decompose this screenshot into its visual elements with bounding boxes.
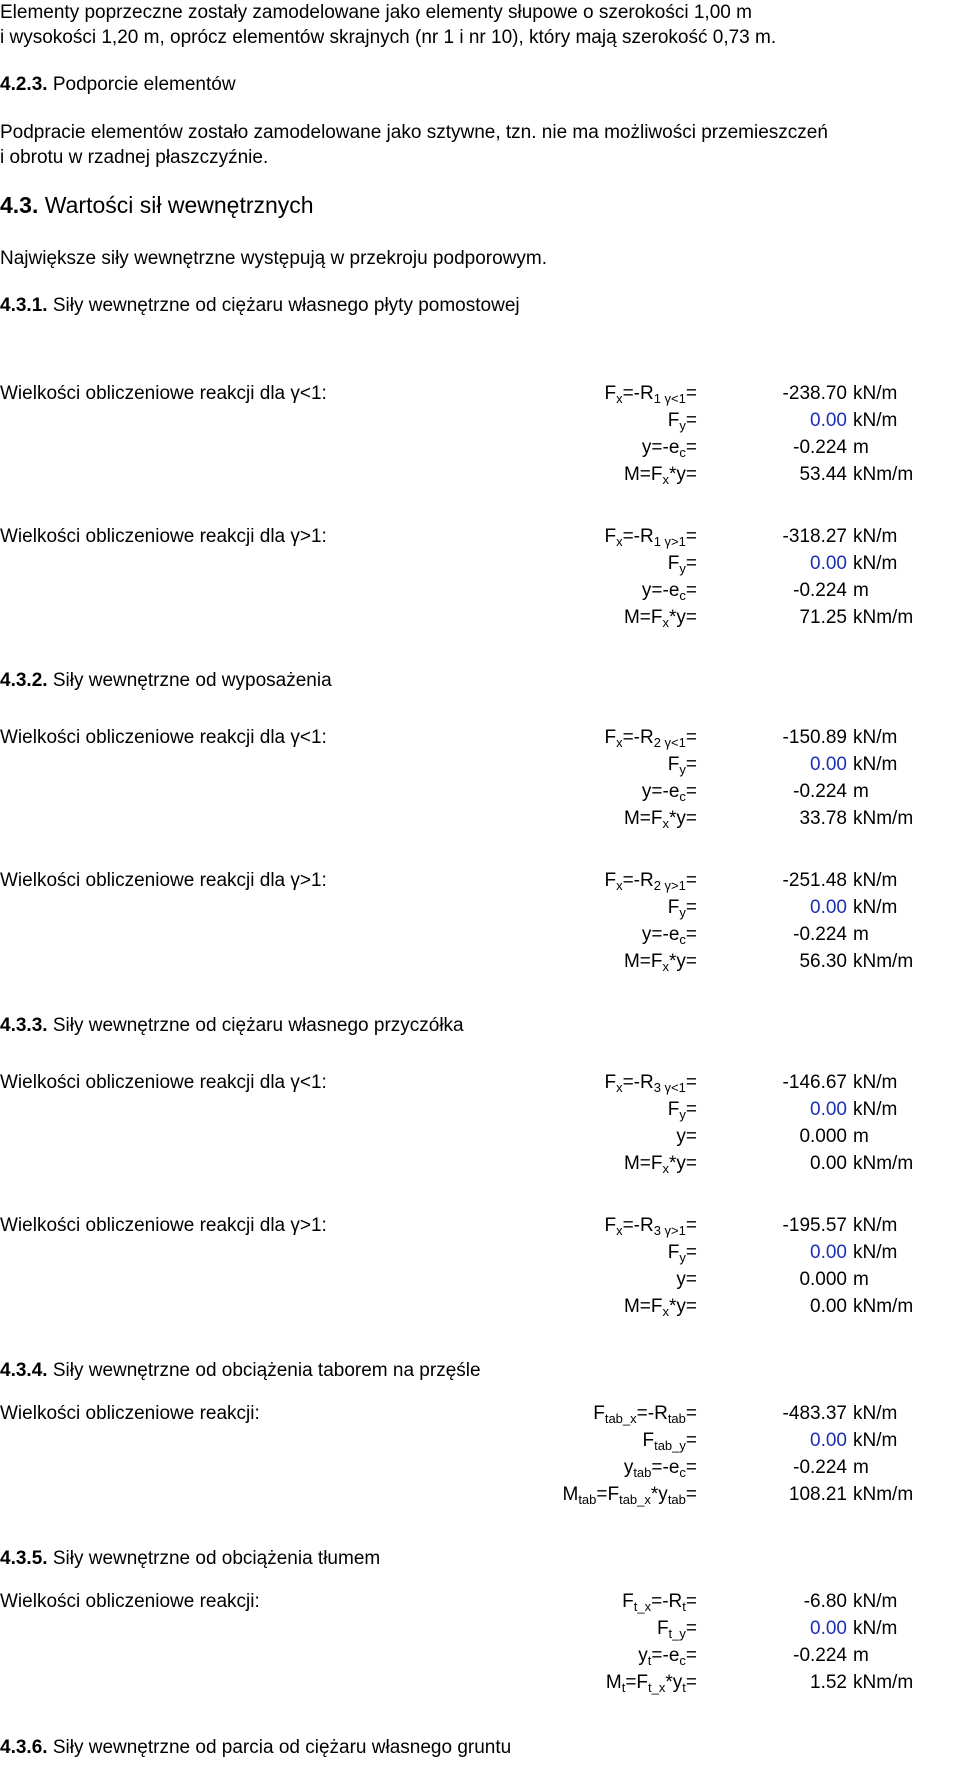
formula-symbol — [624, 951, 697, 973]
reaction-block — [0, 383, 960, 493]
formula-subscript: tab — [667, 1492, 686, 1507]
formula-value: -0.224 — [793, 580, 847, 601]
formula-symbol — [642, 781, 697, 803]
formula-text: = — [685, 383, 697, 404]
formula-subscript: x — [616, 735, 623, 750]
formula-symbol — [642, 437, 697, 459]
formula-text: = — [685, 897, 697, 918]
formula-subscript: tab_x — [619, 1492, 651, 1507]
formula-text: y=-e — [641, 580, 680, 601]
formula-subscript: c — [679, 789, 686, 804]
formula-value: 1.52 — [810, 1672, 847, 1693]
formula-subscript: y — [679, 1107, 686, 1122]
reaction-block — [0, 526, 960, 636]
formula-unit: m — [853, 580, 869, 601]
formula-text: F — [642, 1430, 655, 1451]
formula-text: =F — [625, 1672, 649, 1693]
section-heading-4-3-1: 4.3.1. Siły wewnętrzne od ciężaru własnego płyty pomostowej — [0, 295, 520, 316]
formula-symbol — [668, 897, 697, 919]
reaction-label: Wielkości obliczeniowe reakcji dla γ>1: — [0, 526, 327, 547]
formula-text: = — [685, 754, 697, 775]
formula-text: F — [656, 1618, 669, 1639]
reaction-block — [0, 727, 960, 837]
formula-symbol — [638, 1645, 697, 1667]
formula-text: F — [604, 870, 617, 891]
formula-text: M=F — [623, 808, 663, 829]
formula-symbol — [642, 1430, 697, 1452]
formula-text: =-e — [651, 1457, 680, 1478]
formula-text: y — [623, 1457, 634, 1478]
section-heading-4-2-3: 4.2.3. Podporcie elementów — [0, 74, 236, 95]
formula-subscript: c — [679, 588, 686, 603]
formula-text: = — [685, 1672, 697, 1693]
section-heading-4-3-6: 4.3.6. Siły wewnętrzne od parcia od ciężaru własnego gruntu — [0, 1737, 512, 1758]
formula-row — [0, 1126, 960, 1153]
formula-unit: kN/m — [853, 383, 898, 404]
reaction-label: Wielkości obliczeniowe reakcji: — [0, 1591, 260, 1612]
formula-subscript: c — [679, 1465, 686, 1480]
formula-text: M — [605, 1672, 622, 1693]
reaction-label: Wielkości obliczeniowe reakcji dla γ>1: — [0, 1215, 327, 1236]
formula-text: =-e — [651, 1645, 680, 1666]
formula-unit: kNm/m — [853, 808, 914, 829]
support-text-line-2: i obrotu w rzadnej płaszczyźnie. — [0, 147, 269, 168]
formula-value: -150.89 — [782, 727, 847, 748]
reaction-block — [0, 1215, 960, 1325]
formula-value: 0.00 — [810, 1242, 847, 1263]
formula-subscript: t — [682, 1599, 686, 1614]
formula-symbol — [604, 383, 697, 405]
formula-subscript: tab — [633, 1465, 652, 1480]
formula-text: y=-e — [641, 924, 680, 945]
formula-text: = — [685, 924, 697, 945]
formula-text: =-R — [636, 1403, 668, 1424]
formula-subscript: x — [616, 534, 623, 549]
formula-row — [0, 1296, 960, 1323]
formula-text: *y= — [669, 607, 697, 628]
formula-text: y=-e — [641, 437, 680, 458]
reaction-label: Wielkości obliczeniowe reakcji dla γ>1: — [0, 870, 327, 891]
formula-subscript: c — [679, 932, 686, 947]
formula-subscript: x — [616, 1223, 623, 1238]
formula-subscript: t_x — [648, 1680, 666, 1695]
formula-symbol — [657, 1618, 697, 1640]
formula-value: 0.000 — [799, 1126, 847, 1147]
formula-row — [0, 553, 960, 580]
formula-symbol — [604, 1215, 697, 1237]
section-heading-4-3-2: 4.3.2. Siły wewnętrzne od wyposażenia — [0, 670, 332, 691]
reaction-block — [0, 1403, 960, 1513]
formula-text: = — [685, 870, 697, 891]
formula-value: 0.000 — [799, 1269, 847, 1290]
reaction-block — [0, 870, 960, 980]
formula-text: = — [685, 727, 697, 748]
formula-symbol — [624, 1153, 697, 1175]
formula-row — [0, 1430, 960, 1457]
formula-text: F — [667, 1242, 680, 1263]
formula-unit: kNm/m — [853, 951, 914, 972]
formula-subscript: x — [616, 391, 623, 406]
formula-unit: kN/m — [853, 870, 898, 891]
formula-unit: kN/m — [853, 553, 898, 574]
formula-value: 0.00 — [810, 1430, 847, 1451]
formula-unit: kN/m — [853, 727, 898, 748]
formula-text: = — [685, 1403, 697, 1424]
formula-value: -483.37 — [782, 1403, 847, 1424]
formula-row — [0, 808, 960, 835]
formula-text: =-R — [651, 1591, 683, 1612]
formula-text: y — [638, 1645, 648, 1666]
formula-value: 0.00 — [810, 1618, 847, 1639]
formula-unit: kN/m — [853, 1591, 898, 1612]
formula-text: *y= — [669, 464, 697, 485]
formula-row — [0, 1457, 960, 1484]
formula-text: = — [685, 1618, 697, 1639]
formula-text: =F — [596, 1484, 620, 1505]
formula-text: F — [604, 1215, 617, 1236]
formula-unit: kN/m — [853, 897, 898, 918]
formula-subscript: x — [616, 1080, 623, 1095]
formula-unit: kN/m — [853, 1072, 898, 1093]
formula-row — [0, 1403, 960, 1430]
formula-text: =-R — [622, 383, 654, 404]
formula-subscript: t — [647, 1653, 652, 1668]
formula-subscript: t_y — [668, 1626, 686, 1641]
formula-value: 33.78 — [799, 808, 847, 829]
formula-unit: m — [853, 1269, 869, 1290]
formula-text: = — [685, 1591, 697, 1612]
formula-text: = — [685, 1484, 697, 1505]
formula-text: =-R — [622, 1215, 654, 1236]
formula-text: *y= — [669, 951, 697, 972]
formula-text: = — [685, 437, 697, 458]
formula-row — [0, 1645, 960, 1672]
formula-text: F — [667, 553, 680, 574]
formula-unit: kN/m — [853, 754, 898, 775]
formula-unit: kN/m — [853, 1215, 898, 1236]
formula-text: y= — [676, 1269, 697, 1290]
formula-row — [0, 1153, 960, 1180]
formula-text: F — [667, 410, 680, 431]
formula-value: 0.00 — [810, 553, 847, 574]
formula-text: = — [685, 1457, 697, 1478]
formula-text: *y= — [669, 808, 697, 829]
formula-value: 53.44 — [799, 464, 847, 485]
formula-subscript: x — [662, 959, 669, 974]
formula-text: F — [604, 383, 617, 404]
intro-line-1: Elementy poprzeczne zostały zamodelowane jako elementy słupowe o szerokości 1,00 m — [0, 2, 752, 23]
reaction-block — [0, 1072, 960, 1182]
formula-symbol — [604, 870, 697, 892]
formula-subscript: y — [679, 1250, 686, 1265]
formula-unit: kNm/m — [853, 1484, 914, 1505]
formula-value: -318.27 — [782, 526, 847, 547]
formula-value: -251.48 — [782, 870, 847, 891]
formula-row — [0, 526, 960, 553]
formula-row — [0, 607, 960, 634]
formula-value: 0.00 — [810, 754, 847, 775]
formula-subscript: x — [662, 472, 669, 487]
formula-row — [0, 1484, 960, 1511]
formula-symbol — [624, 808, 697, 830]
formula-value: 108.21 — [788, 1484, 847, 1505]
formula-symbol — [668, 1242, 697, 1264]
formula-text: = — [685, 1242, 697, 1263]
formula-text: *y — [650, 1484, 668, 1505]
formula-unit: kN/m — [853, 526, 898, 547]
formula-value: -0.224 — [793, 1457, 847, 1478]
formula-unit: kNm/m — [853, 1672, 914, 1693]
formula-unit: m — [853, 924, 869, 945]
formula-subscript: 2 γ>1 — [653, 878, 686, 893]
formula-symbol — [642, 924, 697, 946]
formula-unit: kN/m — [853, 1618, 898, 1639]
formula-symbol — [624, 607, 697, 629]
formula-value: 71.25 — [799, 607, 847, 628]
formula-subscript: tab_y — [654, 1438, 686, 1453]
formula-symbol — [622, 1591, 697, 1613]
formula-text: = — [685, 1430, 697, 1451]
formula-text: =-R — [622, 1072, 654, 1093]
formula-symbol — [676, 1269, 697, 1291]
formula-subscript: tab_x — [604, 1411, 637, 1426]
formula-row — [0, 781, 960, 808]
formula-subscript: 2 γ<1 — [653, 735, 686, 750]
formula-row — [0, 410, 960, 437]
formula-unit: kNm/m — [853, 464, 914, 485]
formula-text: =-R — [622, 526, 654, 547]
formula-value: 0.00 — [810, 897, 847, 918]
formula-unit: kN/m — [853, 1099, 898, 1120]
formula-text: F — [622, 1591, 634, 1612]
formula-symbol — [676, 1126, 697, 1148]
reaction-label: Wielkości obliczeniowe reakcji dla γ<1: — [0, 727, 327, 748]
formula-subscript: 1 γ>1 — [653, 534, 686, 549]
formula-symbol — [624, 1296, 697, 1318]
formula-unit: kNm/m — [853, 1153, 914, 1174]
formula-subscript: x — [662, 1161, 669, 1176]
formula-text: M=F — [623, 1153, 663, 1174]
formula-unit: kN/m — [853, 410, 898, 431]
formula-symbol — [562, 1484, 697, 1506]
formula-value: -0.224 — [793, 924, 847, 945]
formula-text: *y= — [669, 1296, 697, 1317]
formula-symbol — [604, 526, 697, 548]
formula-value: -238.70 — [782, 383, 847, 404]
formula-symbol — [604, 727, 697, 749]
support-text-line-1: Podpracie elementów zostało zamodelowane jako sztywne, tzn. nie ma możliwości przemieszczeń — [0, 122, 828, 143]
formula-text: M=F — [623, 464, 663, 485]
formula-subscript: x — [662, 816, 669, 831]
formula-unit: kNm/m — [853, 607, 914, 628]
formula-symbol — [668, 754, 697, 776]
formula-value: -0.224 — [793, 1645, 847, 1666]
formula-symbol — [668, 1099, 697, 1121]
formula-text: *y= — [669, 1153, 697, 1174]
formula-symbol — [606, 1672, 697, 1694]
formula-value: 56.30 — [799, 951, 847, 972]
formula-subscript: t_x — [633, 1599, 652, 1614]
formula-text: = — [685, 410, 697, 431]
formula-value: -0.224 — [793, 437, 847, 458]
formula-text: M=F — [623, 1296, 663, 1317]
formula-text: F — [604, 1072, 617, 1093]
formula-text: *y — [665, 1672, 683, 1693]
formula-symbol — [604, 1072, 697, 1094]
section-heading-4-3-4: 4.3.4. Siły wewnętrzne od obciążenia taborem na przęśle — [0, 1360, 481, 1381]
formula-row — [0, 1242, 960, 1269]
reaction-block — [0, 1591, 960, 1701]
formula-row — [0, 1269, 960, 1296]
formula-subscript: 3 γ<1 — [653, 1080, 686, 1095]
formula-text: F — [604, 526, 617, 547]
formula-text: M=F — [623, 607, 663, 628]
formula-row — [0, 437, 960, 464]
formula-symbol — [668, 553, 697, 575]
formula-row — [0, 1618, 960, 1645]
formula-row — [0, 870, 960, 897]
formula-subscript: x — [662, 615, 669, 630]
formula-unit: m — [853, 437, 869, 458]
formula-symbol — [668, 410, 697, 432]
formula-text: M — [562, 1484, 579, 1505]
formula-text: F — [667, 897, 680, 918]
formula-subscript: y — [679, 905, 686, 920]
formula-subscript: t — [682, 1680, 686, 1695]
formula-text: y=-e — [641, 781, 680, 802]
formula-unit: kN/m — [853, 1430, 898, 1451]
formula-subscript: y — [679, 561, 686, 576]
formula-unit: m — [853, 1126, 869, 1147]
formula-value: 0.00 — [810, 1153, 847, 1174]
formula-unit: m — [853, 1645, 869, 1666]
formula-value: -0.224 — [793, 781, 847, 802]
formula-unit: kN/m — [853, 1403, 898, 1424]
formula-row — [0, 727, 960, 754]
formula-row — [0, 1591, 960, 1618]
section-heading-4-3: 4.3. Wartości sił wewnętrznych — [0, 192, 314, 218]
formula-text: y= — [676, 1126, 697, 1147]
formula-row — [0, 1072, 960, 1099]
formula-row — [0, 897, 960, 924]
formula-value: 0.00 — [810, 410, 847, 431]
formula-value: 0.00 — [810, 1099, 847, 1120]
formula-text: = — [685, 1215, 697, 1236]
formula-subscript: y — [679, 418, 686, 433]
formula-unit: m — [853, 781, 869, 802]
formula-text: = — [685, 1099, 697, 1120]
formula-text: = — [685, 1645, 697, 1666]
formula-row — [0, 1672, 960, 1699]
formula-row — [0, 1099, 960, 1126]
formula-subscript: tab — [667, 1411, 686, 1426]
reaction-label: Wielkości obliczeniowe reakcji: — [0, 1403, 260, 1424]
formula-text: = — [685, 580, 697, 601]
formula-value: -146.67 — [782, 1072, 847, 1093]
formula-text: = — [685, 1072, 697, 1093]
formula-subscript: 1 γ<1 — [653, 391, 686, 406]
formula-value: -195.57 — [782, 1215, 847, 1236]
reaction-label: Wielkości obliczeniowe reakcji dla γ<1: — [0, 383, 327, 404]
section-4-3-text: Największe siły wewnętrzne występują w przekroju podporowym. — [0, 248, 547, 269]
formula-text: F — [604, 727, 617, 748]
formula-value: 0.00 — [810, 1296, 847, 1317]
formula-text: F — [667, 1099, 680, 1120]
formula-unit: kN/m — [853, 1242, 898, 1263]
formula-subscript: x — [662, 1304, 669, 1319]
formula-row — [0, 464, 960, 491]
formula-subscript: c — [679, 445, 686, 460]
formula-subscript: tab — [578, 1492, 597, 1507]
formula-value: -6.80 — [803, 1591, 847, 1612]
formula-symbol — [624, 464, 697, 486]
formula-unit: kNm/m — [853, 1296, 914, 1317]
reaction-label: Wielkości obliczeniowe reakcji dla γ<1: — [0, 1072, 327, 1093]
formula-text: F — [667, 754, 680, 775]
formula-symbol — [642, 580, 697, 602]
intro-line-2: i wysokości 1,20 m, oprócz elementów skrajnych (nr 1 i nr 10), który mają szerokość 0,73 m. — [0, 27, 777, 48]
formula-symbol — [624, 1457, 697, 1479]
formula-row — [0, 754, 960, 781]
formula-subscript: t — [621, 1680, 626, 1695]
formula-symbol — [593, 1403, 697, 1425]
formula-text: M=F — [623, 951, 663, 972]
formula-subscript: 3 γ>1 — [653, 1223, 686, 1238]
formula-subscript: x — [616, 878, 623, 893]
formula-text: =-R — [622, 870, 654, 891]
formula-text: = — [685, 781, 697, 802]
formula-subscript: y — [679, 762, 686, 777]
formula-text: F — [593, 1403, 605, 1424]
formula-row — [0, 383, 960, 410]
formula-text: =-R — [622, 727, 654, 748]
formula-row — [0, 924, 960, 951]
formula-row — [0, 951, 960, 978]
formula-row — [0, 1215, 960, 1242]
formula-row — [0, 580, 960, 607]
section-heading-4-3-5: 4.3.5. Siły wewnętrzne od obciążenia tłumem — [0, 1548, 381, 1569]
formula-unit: m — [853, 1457, 869, 1478]
formula-text: = — [685, 553, 697, 574]
formula-subscript: c — [679, 1653, 686, 1668]
formula-text: = — [685, 526, 697, 547]
section-heading-4-3-3: 4.3.3. Siły wewnętrzne od ciężaru własnego przyczółka — [0, 1015, 464, 1036]
